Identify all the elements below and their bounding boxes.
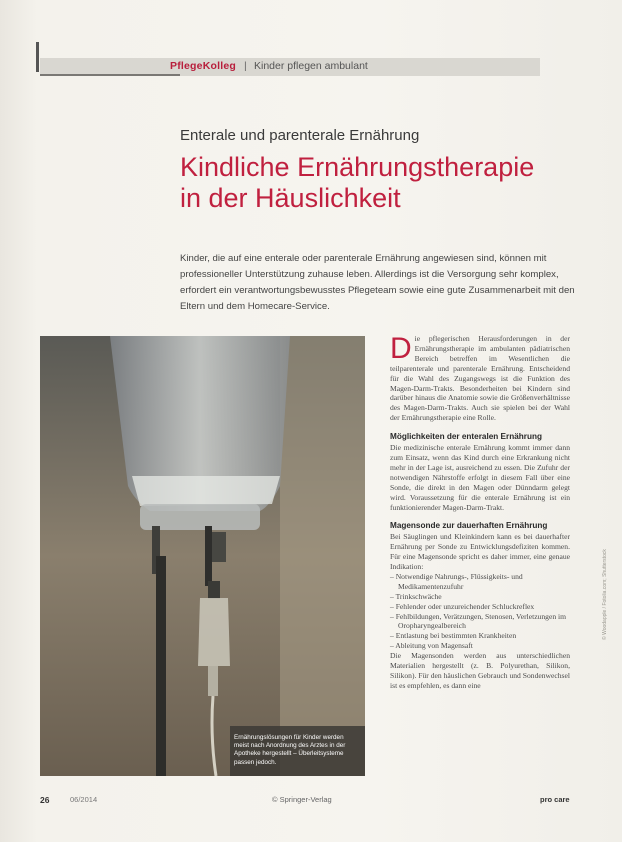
article-photo [40, 336, 365, 776]
article-kicker: Enterale und parenterale Ernährung [180, 127, 420, 144]
article-body-column [390, 334, 570, 691]
list-item: – Trinkschwäche [390, 592, 570, 602]
header-separator: | [244, 60, 247, 72]
list-item: – Entlastung bei bestimmten Krankheiten [390, 631, 570, 641]
article-lead: Kinder, die auf eine enterale oder parenterale Ernährung angewiesen sind, können mit professioneller Unterstützung zuhause leben. Allerdings ist die Versorgung sehr komplex, erfordert ein verantwortungsbewusstes Pflegeteam sowie eine gute Zusammenarbeit mit den Eltern und dem Homecare-Service. [180, 253, 575, 312]
page-number: 26 [40, 795, 50, 805]
paragraph-materials: Die Magensonden werden aus unterschiedlichen Materialien hergestellt (z. B. Polyurethan, Silikon, Silikon). Für den häuslichen Gebrauch und Sondenwechsel ist es empfehlen, es dann eine [390, 651, 570, 690]
footer-copyright: © Springer-Verlag [272, 795, 332, 804]
intro-paragraph [390, 334, 570, 423]
intro-text: ie pflegerischen Herausforderungen in der Ernährungstherapie im ambulanten pädiatrischen Bereich betreffen im Wesentlichen die teilparenterale und parenterale Ernährung. Entscheidend für die Wahl des Zugangswegs ist die Funktion des Magen-Darm-Trakts. Besonderheiten bei Kindern sind darüber hinaus die Anatomie sowie die Größenverhältnisse des Magen-Darm-Trakts. Auch sie spielen bei der Wahl der Ernährungstherapie eine Rolle. [390, 334, 570, 423]
footer-brand: pro care [540, 795, 570, 804]
article-title [180, 152, 600, 214]
indication-list [390, 572, 570, 651]
iv-bag-illustration [40, 336, 365, 776]
photo-caption: Ernährungslösungen für Kinder werden meist nach Anordnung des Arztes in der Apotheke hergestellt – Überleitsysteme passen jedoch. [234, 734, 346, 766]
header-accent-line [40, 74, 180, 76]
list-item: – Fehlbildungen, Verätzungen, Stenosen, Verletzungen im Oropharyngealbereich [390, 612, 570, 632]
title-line-1: Kindliche Ernährungstherapie [180, 152, 535, 182]
photo-credit: © Woodapple / Fotolia.com; Shutterstock [602, 549, 608, 640]
list-item: – Fehlender oder unzureichender Schluckreflex [390, 602, 570, 612]
binding-edge [36, 42, 39, 72]
paragraph-gastric-tube: Bei Säuglingen und Kleinkindern kann es bei dauerhafter Ernährung per Sonde zu Entwicklungsdefiziten kommen. Für eine Magensonde spricht es daher immer, eine genaue Indikation: [390, 532, 570, 572]
subheading-enteral-options: Möglichkeiten der enteralen Ernährung [390, 432, 542, 442]
magazine-brand: PflegeKolleg [170, 60, 236, 72]
list-item: – Ableitung von Magensaft [390, 641, 570, 651]
title-line-2: in der Häuslichkeit [180, 183, 401, 213]
subheading-gastric-tube: Magensonde zur dauerhaften Ernährung [390, 521, 548, 531]
paragraph-enteral: Die medizinische enterale Ernährung kommt immer dann zum Einsatz, wenn das Kind durch eine Erkrankung nicht mehr in der Lage ist, ausreichend zu essen. Die Zufuhr der notwendigen Nährstoffe erfolgt in diesem Fall über eine Sonde, die direkt in den Magen oder Dünndarm gelegt wird. Voraussetzung für die enterale Ernährung ist ein funktionierender Magen-Darm-Trakt. [390, 443, 570, 512]
list-item: – Notwendige Nahrungs-, Flüssigkeits- und Medikamentenzufuhr [390, 572, 570, 592]
drop-cap: D [390, 332, 412, 365]
issue-date: 06/2014 [70, 795, 98, 804]
section-label: Kinder pflegen ambulant [254, 60, 368, 72]
